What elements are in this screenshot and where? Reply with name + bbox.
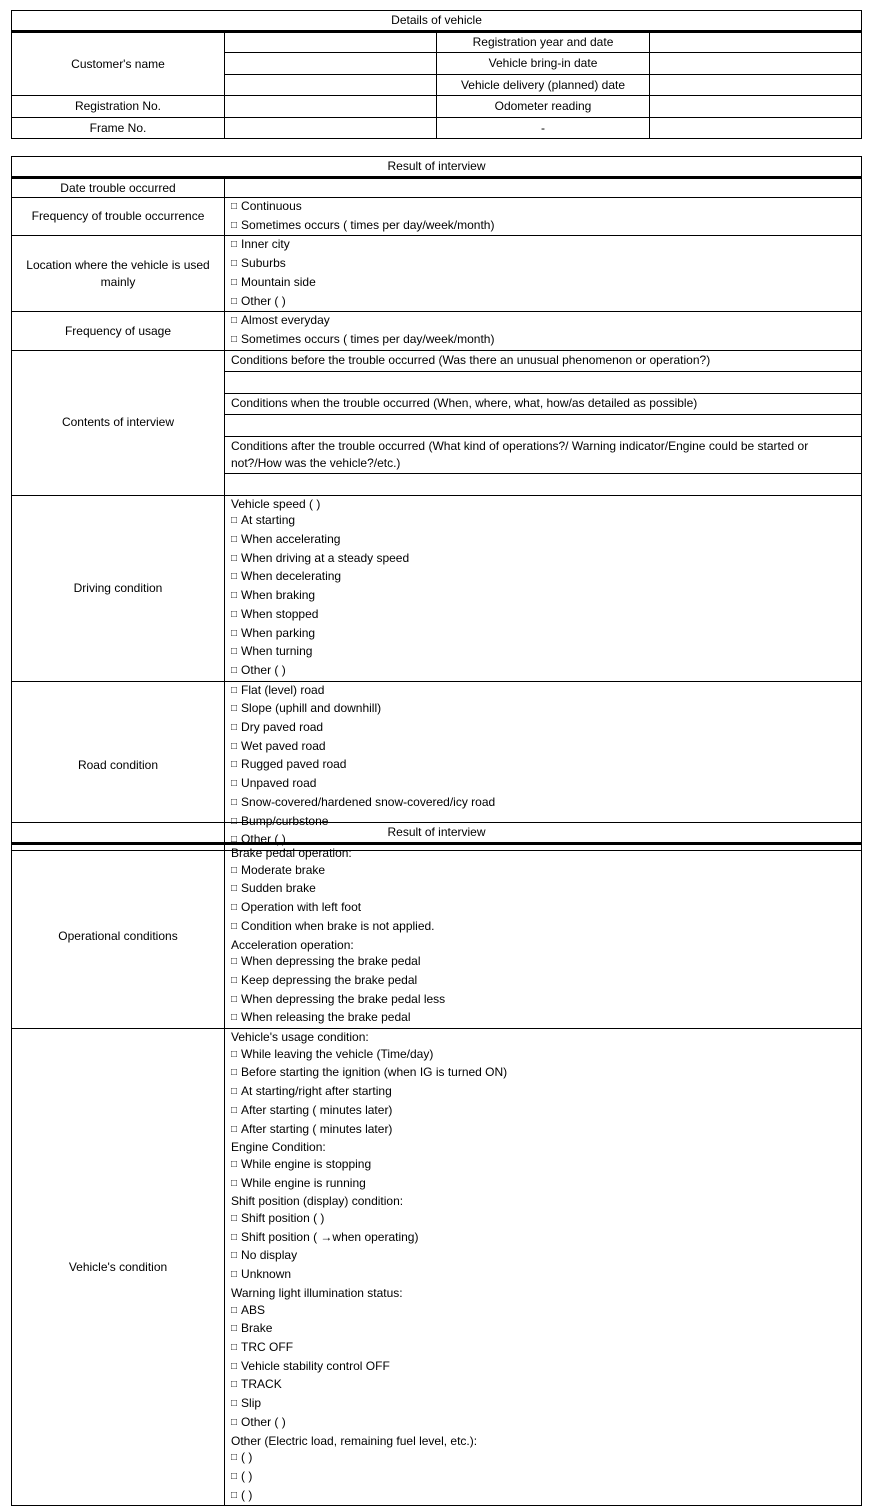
checkbox-icon: □ — [231, 664, 238, 676]
checkbox-icon: □ — [231, 646, 238, 658]
checkbox-icon: □ — [231, 1489, 238, 1501]
option-sudden-brake[interactable]: □ Sudden brake — [231, 881, 316, 896]
checkbox-icon: □ — [231, 1269, 238, 1281]
vehicle-condition-label: Vehicle's condition — [12, 1029, 225, 1506]
option-turning[interactable]: □ When turning — [231, 644, 313, 659]
customer-name-field-2[interactable] — [225, 53, 437, 75]
checkbox-icon: □ — [231, 1177, 238, 1189]
checkbox-icon: □ — [231, 590, 238, 602]
checkbox-icon: □ — [231, 258, 238, 270]
checkbox-icon: □ — [231, 1213, 238, 1225]
option-flat-road[interactable]: □ Flat (level) road — [231, 682, 325, 697]
checkbox-icon: □ — [231, 515, 238, 527]
option-suburbs[interactable]: □ Suburbs — [231, 256, 286, 271]
option-engine-stopping[interactable]: □ While engine is stopping — [231, 1156, 372, 1171]
odometer-field[interactable] — [650, 96, 862, 118]
checkbox-icon: □ — [231, 1048, 238, 1060]
option-trc-off[interactable]: □ TRC OFF — [231, 1339, 294, 1354]
option-other-2[interactable]: □ ( ) — [231, 1468, 253, 1483]
option-unpaved[interactable]: □ Unpaved road — [231, 776, 317, 791]
frame-no-field[interactable] — [225, 118, 437, 139]
warning-light-heading: Warning light illumination status: — [231, 1285, 403, 1300]
contents-after-text: Conditions after the trouble occurred (What kind of operations?/ Warning indicator/Engine could be started or not?/How was the vehicle?/etc.) — [225, 436, 862, 473]
checkbox-icon: □ — [231, 315, 238, 327]
option-mountain-side[interactable]: □ Mountain side — [231, 274, 316, 289]
option-at-starting[interactable]: □ At starting — [231, 513, 296, 528]
option-shift-operating[interactable]: □ Shift position ( →when operating) — [231, 1229, 419, 1244]
checkbox-icon: □ — [231, 1323, 238, 1335]
option-continuous[interactable]: □ Continuous — [231, 199, 302, 213]
option-warning-other[interactable]: □ Other ( ) — [231, 1414, 286, 1429]
checkbox-icon: □ — [231, 902, 238, 914]
contents-when-field[interactable] — [225, 414, 862, 436]
option-steady-speed[interactable]: □ When driving at a steady speed — [231, 550, 410, 565]
delivery-date-field[interactable] — [650, 75, 862, 96]
interview-title-2: Result of interview — [12, 823, 862, 844]
option-shift-position[interactable]: □ Shift position ( ) — [231, 1211, 325, 1226]
option-abs[interactable]: □ ABS — [231, 1302, 266, 1317]
checkbox-icon: □ — [231, 834, 238, 846]
registration-no-field[interactable] — [225, 96, 437, 118]
bring-in-date-label: Vehicle bring-in date — [437, 53, 650, 75]
checkbox-icon: □ — [231, 684, 238, 696]
option-other-3[interactable]: □ ( ) — [231, 1487, 253, 1502]
option-brake-light[interactable]: □ Brake — [231, 1321, 273, 1336]
customer-name-field-1[interactable] — [225, 32, 437, 53]
checkbox-icon: □ — [231, 201, 238, 212]
checkbox-icon: □ — [231, 1416, 238, 1428]
delivery-date-label: Vehicle delivery (planned) date — [437, 75, 650, 96]
contents-before-field[interactable] — [225, 371, 862, 393]
checkbox-icon: □ — [231, 778, 238, 790]
date-trouble-field[interactable] — [225, 178, 862, 198]
checkbox-icon: □ — [231, 722, 238, 734]
driving-condition-label: Driving condition — [12, 495, 225, 681]
checkbox-icon: □ — [231, 1304, 238, 1316]
road-condition-label: Road condition — [12, 681, 225, 850]
contents-before-text: Conditions before the trouble occurred (Was there an unusual phenomenon or operation?) — [225, 350, 862, 371]
option-braking[interactable]: □ When braking — [231, 588, 316, 603]
bring-in-date-field[interactable] — [650, 53, 862, 75]
registration-year-label: Registration year and date — [437, 32, 650, 53]
checkbox-icon: □ — [231, 1104, 238, 1116]
operational-conditions-label: Operational conditions — [12, 844, 225, 1029]
checkbox-icon: □ — [231, 534, 238, 546]
checkbox-icon: □ — [231, 333, 238, 345]
checkbox-icon: □ — [231, 1086, 238, 1098]
option-slip[interactable]: □ Slip — [231, 1396, 262, 1411]
checkbox-icon: □ — [231, 1452, 238, 1464]
contents-when-text: Conditions when the trouble occurred (When, where, what, how/as detailed as possible) — [225, 393, 862, 414]
option-road-other[interactable]: □ Other ( ) — [231, 832, 286, 847]
location-label: Location where the vehicle is used mainly — [12, 236, 225, 312]
option-vsc-off[interactable]: □ Vehicle stability control OFF — [231, 1358, 390, 1373]
checkbox-icon: □ — [231, 920, 238, 932]
checkbox-icon: □ — [231, 740, 238, 752]
option-before-ignition[interactable]: □ Before starting the ignition (when IG is turned ON) — [231, 1065, 508, 1080]
odometer-label: Odometer reading — [437, 96, 650, 118]
option-stopped[interactable]: □ When stopped — [231, 606, 319, 621]
option-driving-other[interactable]: □ Other ( ) — [231, 662, 286, 677]
frequency-label: Frequency of trouble occurrence — [12, 198, 225, 236]
registration-year-field[interactable] — [650, 32, 862, 53]
usage-condition-heading: Vehicle's usage condition: — [231, 1030, 369, 1045]
option-dry-paved[interactable]: □ Dry paved road — [231, 720, 324, 735]
checkbox-icon: □ — [231, 295, 238, 307]
checkbox-icon: □ — [231, 276, 238, 288]
option-depressing-less[interactable]: □ When depressing the brake pedal less — [231, 991, 446, 1006]
vehicle-details-table — [11, 10, 862, 139]
option-releasing-pedal[interactable]: □ When releasing the brake pedal — [231, 1010, 411, 1025]
other-heading: Other (Electric load, remaining fuel level, etc.): — [231, 1433, 478, 1448]
customer-name-label: Customer's name — [12, 32, 225, 96]
checkbox-icon: □ — [231, 1398, 238, 1410]
checkbox-icon: □ — [231, 1250, 238, 1262]
option-after-starting-2[interactable]: □ After starting ( minutes later) — [231, 1121, 393, 1136]
checkbox-icon: □ — [231, 1341, 238, 1353]
checkbox-icon: □ — [231, 1231, 238, 1243]
usage-frequency-label: Frequency of usage — [12, 312, 225, 350]
vehicle-speed-heading: Vehicle speed ( ) — [231, 496, 321, 511]
contents-label: Contents of interview — [12, 350, 225, 495]
checkbox-icon: □ — [231, 993, 238, 1005]
interview-table — [11, 156, 862, 851]
checkbox-icon: □ — [231, 571, 238, 583]
option-unknown[interactable]: □ Unknown — [231, 1267, 292, 1282]
contents-after-field[interactable] — [225, 473, 862, 495]
option-other-1[interactable]: □ ( ) — [231, 1450, 253, 1465]
checkbox-icon: □ — [231, 864, 238, 876]
brake-heading: Brake pedal operation: — [231, 846, 352, 860]
checkbox-icon: □ — [231, 974, 238, 986]
checkbox-icon: □ — [231, 883, 238, 895]
checkbox-icon: □ — [231, 1067, 238, 1079]
option-keep-depressing[interactable]: □ Keep depressing the brake pedal — [231, 972, 418, 987]
option-almost-everyday[interactable]: □ Almost everyday — [231, 313, 330, 328]
customer-name-field-3[interactable] — [225, 75, 437, 96]
interview-title: Result of interview — [12, 157, 862, 178]
operational-conditions-options — [225, 844, 862, 1029]
option-brake-not-applied[interactable]: □ Condition when brake is not applied. — [231, 918, 435, 933]
checkbox-icon: □ — [231, 1470, 238, 1482]
frame-no-field-2[interactable] — [650, 118, 862, 139]
option-moderate-brake[interactable]: □ Moderate brake — [231, 862, 326, 877]
checkbox-icon: □ — [231, 703, 238, 715]
checkbox-icon: □ — [231, 627, 238, 639]
option-after-starting-1[interactable]: □ After starting ( minutes later) — [231, 1102, 393, 1117]
option-sometimes[interactable]: □ Sometimes occurs ( times per day/week/month) — [231, 217, 495, 232]
vehicle-condition-options — [225, 1029, 862, 1506]
option-parking[interactable]: □ When parking — [231, 625, 316, 640]
acceleration-heading: Acceleration operation: — [231, 937, 354, 952]
option-accelerating[interactable]: □ When accelerating — [231, 532, 341, 547]
option-wet-paved[interactable]: □ Wet paved road — [231, 738, 326, 753]
engine-condition-heading: Engine Condition: — [231, 1140, 326, 1155]
checkbox-icon: □ — [231, 552, 238, 564]
checkbox-icon: □ — [231, 1360, 238, 1372]
checkbox-icon: □ — [231, 1158, 238, 1170]
option-track[interactable]: □ TRACK — [231, 1377, 282, 1392]
checkbox-icon: □ — [231, 796, 238, 808]
checkbox-icon: □ — [231, 608, 238, 620]
registration-no-label: Registration No. — [12, 96, 225, 118]
vehicle-details-title: Details of vehicle — [12, 11, 862, 32]
checkbox-icon: □ — [231, 1379, 238, 1391]
option-usage-sometimes[interactable]: □ Sometimes occurs ( times per day/week/month) — [231, 331, 495, 346]
checkbox-icon: □ — [231, 759, 238, 771]
shift-position-heading: Shift position (display) condition: — [231, 1194, 404, 1209]
frame-no-dash: - — [437, 118, 650, 139]
checkbox-icon: □ — [231, 239, 238, 251]
option-right-after-starting[interactable]: □ At starting/right after starting — [231, 1084, 392, 1099]
location-options — [225, 236, 862, 312]
interview-table-2 — [11, 822, 862, 1506]
option-inner-city[interactable]: □ Inner city — [231, 237, 290, 252]
option-bump[interactable]: □ Bump/curbstone — [231, 813, 329, 828]
usage-frequency-options — [225, 312, 862, 350]
option-slope[interactable]: □ Slope (uphill and downhill) — [231, 701, 382, 716]
checkbox-icon: □ — [231, 815, 238, 827]
option-leaving-vehicle[interactable]: □ While leaving the vehicle (Time/day) — [231, 1046, 434, 1061]
option-no-display[interactable]: □ No display — [231, 1248, 298, 1263]
frequency-options — [225, 198, 862, 236]
option-location-other[interactable]: □ Other ( ) — [231, 293, 286, 308]
checkbox-icon: □ — [231, 1012, 238, 1024]
checkbox-icon: □ — [231, 219, 238, 231]
option-rugged-paved[interactable]: □ Rugged paved road — [231, 757, 347, 772]
driving-condition-options — [225, 495, 862, 681]
checkbox-icon: □ — [231, 956, 238, 968]
date-trouble-label: Date trouble occurred — [12, 178, 225, 198]
option-decelerating[interactable]: □ When decelerating — [231, 569, 342, 584]
option-depressing-pedal[interactable]: □ When depressing the brake pedal — [231, 954, 421, 969]
checkbox-icon: □ — [231, 1123, 238, 1135]
option-left-foot[interactable]: □ Operation with left foot — [231, 900, 362, 915]
frame-no-label: Frame No. — [12, 118, 225, 139]
option-engine-running[interactable]: □ While engine is running — [231, 1175, 366, 1190]
option-snow-covered[interactable]: □ Snow-covered/hardened snow-covered/icy road — [231, 794, 496, 809]
